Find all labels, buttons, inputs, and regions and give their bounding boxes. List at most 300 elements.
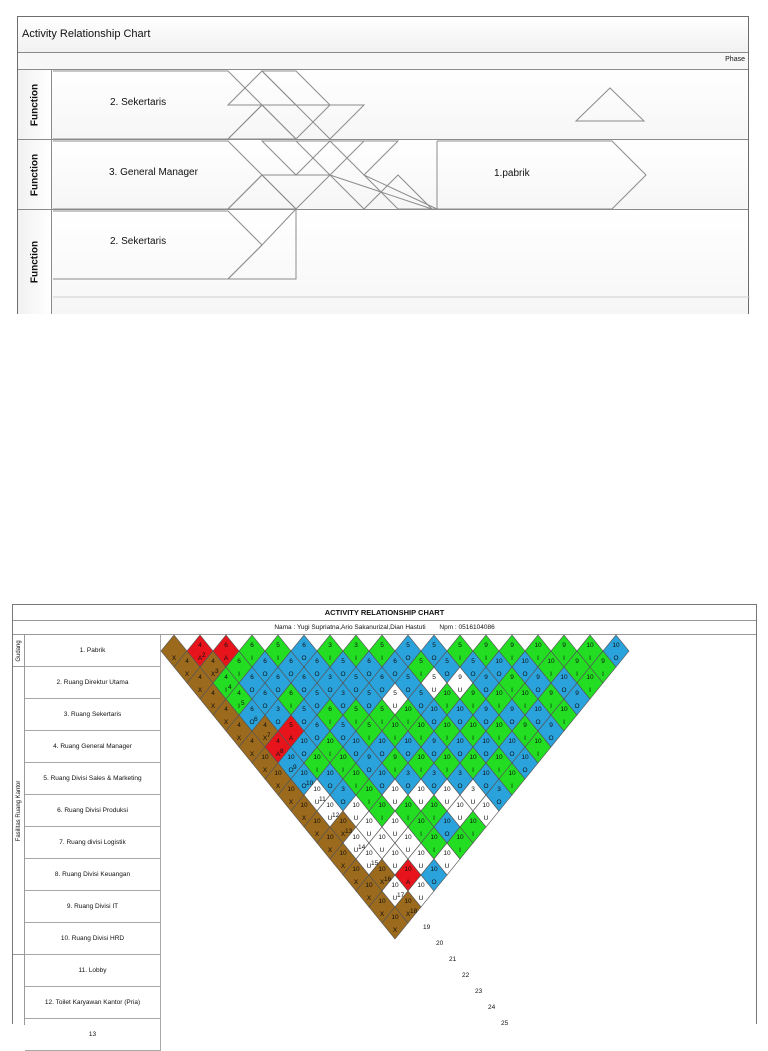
closeness-code: I [433, 815, 435, 822]
closeness-reason: 6 [263, 690, 267, 697]
closeness-code: O [548, 735, 554, 742]
closeness-reason: 4 [237, 722, 241, 729]
closeness-code: O [340, 799, 346, 806]
department-number: 3 [215, 668, 219, 675]
closeness-code: U [314, 799, 320, 806]
closeness-code: I [407, 719, 409, 726]
closeness-code: I [602, 671, 604, 678]
closeness-reason: 10 [326, 834, 334, 841]
closeness-code: X [262, 735, 268, 742]
closeness-reason: 9 [562, 642, 566, 649]
closeness-reason: 10 [365, 818, 373, 825]
closeness-reason: 10 [495, 754, 503, 761]
closeness-reason: 10 [443, 690, 451, 697]
closeness-code: O [327, 783, 333, 790]
closeness-code: I [355, 783, 357, 790]
closeness-reason: 3 [432, 770, 436, 777]
closeness-code: X [197, 687, 203, 694]
closeness-reason: 10 [456, 802, 464, 809]
closeness-reason: 5 [406, 642, 410, 649]
closeness-reason: 10 [417, 786, 425, 793]
closeness-code: I [420, 767, 422, 774]
department-label: 9. Ruang Divisi IT [66, 903, 119, 910]
closeness-code: X [405, 911, 411, 918]
closeness-code: U [392, 831, 398, 838]
closeness-code: X [340, 831, 346, 838]
closeness-code: O [483, 783, 489, 790]
closeness-reason: 10 [352, 866, 360, 873]
closeness-reason: 9 [393, 754, 397, 761]
closeness-reason: 5 [445, 658, 449, 665]
closeness-code: X [353, 879, 359, 886]
closeness-reason: 5 [315, 690, 319, 697]
closeness-reason: 4 [198, 674, 202, 681]
closeness-code: I [589, 655, 591, 662]
closeness-reason: 10 [469, 754, 477, 761]
closeness-code: I [446, 735, 448, 742]
closeness-reason: 5 [432, 674, 436, 681]
closeness-code: I [420, 735, 422, 742]
closeness-reason: 10 [300, 770, 308, 777]
closeness-code: I [394, 767, 396, 774]
closeness-code: O [483, 687, 489, 694]
closeness-reason: 9 [510, 642, 514, 649]
closeness-reason: 3 [341, 690, 345, 697]
closeness-reason: 6 [380, 674, 384, 681]
closeness-reason: 5 [367, 722, 371, 729]
closeness-reason: 10 [482, 802, 490, 809]
closeness-code: O [314, 735, 320, 742]
closeness-reason: 10 [391, 786, 399, 793]
closeness-reason: 4 [250, 738, 254, 745]
closeness-code: I [498, 735, 500, 742]
department-number: 21 [449, 956, 457, 963]
department-number: 17 [397, 892, 405, 899]
closeness-reason: 5 [341, 722, 345, 729]
closeness-reason: 10 [521, 658, 529, 665]
arc-title: ACTIVITY RELATIONSHIP CHART [13, 605, 756, 621]
closeness-code: O [301, 687, 307, 694]
closeness-code: I [589, 687, 591, 694]
closeness-code: I [550, 703, 552, 710]
closeness-code: U [327, 815, 333, 822]
closeness-code: U [418, 895, 424, 902]
closeness-reason: 9 [367, 754, 371, 761]
closeness-code: O [431, 783, 437, 790]
closeness-code: O [431, 751, 437, 758]
closeness-reason: 10 [547, 658, 555, 665]
closeness-reason: 6 [367, 658, 371, 665]
closeness-code: O [379, 751, 385, 758]
closeness-reason: 5 [289, 722, 293, 729]
closeness-code: I [446, 767, 448, 774]
closeness-reason: 4 [211, 690, 215, 697]
closeness-code: U [444, 799, 450, 806]
closeness-code: O [366, 703, 372, 710]
arc-names: Nama : Yugi Supriatna,Ario Sakanurizal,Dian Hastuti [274, 624, 426, 631]
closeness-code: O [262, 703, 268, 710]
closeness-reason: 10 [443, 850, 451, 857]
closeness-reason: 5 [380, 706, 384, 713]
closeness-reason: 10 [391, 882, 399, 889]
closeness-reason: 5 [419, 658, 423, 665]
closeness-reason: 10 [391, 722, 399, 729]
closeness-reason: 10 [300, 738, 308, 745]
closeness-reason: 9 [549, 722, 553, 729]
closeness-code: A [197, 655, 203, 662]
swimlane-header [18, 17, 748, 53]
closeness-reason: 5 [471, 658, 475, 665]
department-label: 5. Ruang Divisi Sales & Marketing [43, 775, 142, 782]
category-gudang: Gudang [13, 635, 25, 667]
closeness-code: I [498, 703, 500, 710]
closeness-code: O [366, 767, 372, 774]
closeness-code: O [561, 687, 567, 694]
closeness-reason: 9 [601, 658, 605, 665]
activity-relationship-chart [12, 604, 757, 1038]
closeness-reason: 4 [263, 722, 267, 729]
closeness-code: I [277, 655, 279, 662]
closeness-code: I [251, 655, 253, 662]
closeness-code: X [236, 735, 242, 742]
closeness-reason: 3 [354, 642, 358, 649]
closeness-code: O [379, 783, 385, 790]
closeness-code: A [275, 751, 281, 758]
closeness-code: O [392, 671, 398, 678]
closeness-reason: 10 [352, 770, 360, 777]
closeness-code: O [301, 655, 307, 662]
closeness-code: I [511, 783, 513, 790]
closeness-code: O [483, 751, 489, 758]
closeness-code: I [290, 703, 292, 710]
department-label: 7. Ruang divisi Logistik [59, 839, 126, 846]
closeness-reason: 10 [430, 706, 438, 713]
department-number: 6 [254, 716, 258, 723]
closeness-code: O [418, 703, 424, 710]
closeness-code: I [381, 655, 383, 662]
closeness-reason: 10 [586, 674, 594, 681]
closeness-reason: 10 [456, 834, 464, 841]
department-number: 2 [202, 652, 206, 659]
closeness-code: O [301, 783, 307, 790]
closeness-code: O [535, 687, 541, 694]
closeness-reason: 6 [302, 642, 306, 649]
closeness-reason: 5 [341, 658, 345, 665]
department-number: 9 [293, 764, 297, 771]
department-label: 12. Toilet Karyawan Kantor (Pria) [44, 999, 141, 1006]
closeness-code: U [392, 895, 398, 902]
closeness-code: O [301, 751, 307, 758]
closeness-code: X [210, 703, 216, 710]
closeness-reason: 10 [430, 866, 438, 873]
swimlane-diagram [17, 16, 749, 314]
closeness-reason: 3 [328, 642, 332, 649]
closeness-code: O [249, 719, 255, 726]
closeness-reason: 6 [289, 658, 293, 665]
closeness-code: I [537, 655, 539, 662]
department-number: 22 [462, 972, 470, 979]
closeness-reason: 10 [300, 802, 308, 809]
closeness-code: I [459, 847, 461, 854]
closeness-code: O [249, 687, 255, 694]
swimlane-title: Activity Relationship Chart [22, 28, 151, 40]
department-label: 10. Ruang Divisi HRD [60, 935, 125, 942]
closeness-reason: 10 [313, 818, 321, 825]
closeness-code: X [379, 911, 385, 918]
closeness-reason: 10 [378, 802, 386, 809]
closeness-reason: 5 [276, 642, 280, 649]
department-label: 8. Ruang Divisi Keuangan [54, 871, 131, 878]
closeness-reason: 6 [289, 690, 293, 697]
closeness-code: X [262, 767, 268, 774]
closeness-reason: 4 [276, 738, 280, 745]
closeness-code: O [379, 687, 385, 694]
closeness-code: O [457, 751, 463, 758]
closeness-code: O [483, 719, 489, 726]
closeness-reason: 10 [326, 770, 334, 777]
closeness-code: I [238, 703, 240, 710]
closeness-code: X [275, 783, 281, 790]
closeness-code: U [392, 863, 398, 870]
closeness-reason: 5 [367, 690, 371, 697]
closeness-code: I [485, 655, 487, 662]
closeness-reason: 5 [393, 690, 397, 697]
closeness-reason: 3 [276, 706, 280, 713]
closeness-code: U [457, 815, 463, 822]
closeness-code: X [184, 671, 190, 678]
closeness-reason: 10 [456, 738, 464, 745]
closeness-reason: 10 [469, 722, 477, 729]
department-number: 16 [384, 876, 392, 883]
closeness-code: I [420, 831, 422, 838]
closeness-code: I [329, 655, 331, 662]
lane-label: Function [18, 70, 52, 139]
closeness-reason: 10 [443, 754, 451, 761]
department-number: 4 [228, 684, 232, 691]
step-sekertaris-2: 2. Sekertaris [110, 236, 167, 247]
closeness-code: A [223, 655, 229, 662]
closeness-reason: 6 [250, 674, 254, 681]
closeness-reason: 6 [393, 658, 397, 665]
closeness-reason: 10 [339, 754, 347, 761]
closeness-reason: 10 [560, 674, 568, 681]
closeness-reason: 10 [313, 754, 321, 761]
closeness-code: U [379, 847, 385, 854]
closeness-reason: 10 [404, 738, 412, 745]
closeness-code: O [353, 687, 359, 694]
closeness-reason: 10 [482, 770, 490, 777]
closeness-reason: 10 [313, 786, 321, 793]
closeness-reason: 6 [250, 706, 254, 713]
closeness-reason: 9 [471, 690, 475, 697]
closeness-reason: 9 [484, 674, 488, 681]
closeness-reason: 4 [237, 690, 241, 697]
closeness-reason: 10 [560, 706, 568, 713]
closeness-reason: 10 [378, 738, 386, 745]
closeness-reason: 6 [237, 658, 241, 665]
closeness-code: X [340, 863, 346, 870]
department-label: 11. Lobby [78, 967, 107, 974]
closeness-code: X [249, 751, 255, 758]
closeness-reason: 9 [575, 690, 579, 697]
closeness-code: U [366, 863, 372, 870]
closeness-reason: 10 [534, 738, 542, 745]
closeness-code: O [340, 703, 346, 710]
closeness-code: I [472, 703, 474, 710]
closeness-code: O [574, 703, 580, 710]
closeness-reason: 10 [521, 690, 529, 697]
closeness-reason: 9 [549, 690, 553, 697]
closeness-code: U [353, 847, 359, 854]
closeness-reason: 5 [419, 690, 423, 697]
closeness-reason: 10 [521, 754, 529, 761]
closeness-code: O [457, 719, 463, 726]
department-number: 11 [319, 796, 326, 803]
closeness-code: I [472, 767, 474, 774]
closeness-code: O [327, 687, 333, 694]
closeness-code: O [405, 751, 411, 758]
department-number: 15 [371, 860, 379, 867]
closeness-reason: 10 [508, 738, 516, 745]
closeness-code: O [457, 783, 463, 790]
closeness-reason: 5 [432, 642, 436, 649]
closeness-reason: 10 [404, 706, 412, 713]
closeness-code: X [314, 831, 320, 838]
closeness-code: X [288, 799, 294, 806]
closeness-reason: 10 [352, 834, 360, 841]
closeness-reason: 10 [339, 850, 347, 857]
closeness-reason: 10 [261, 754, 269, 761]
closeness-code: I [472, 831, 474, 838]
step-pabrik: 1.pabrik [494, 168, 530, 179]
closeness-code: I [225, 687, 227, 694]
closeness-reason: 10 [469, 818, 477, 825]
closeness-code: O [509, 719, 515, 726]
closeness-reason: 10 [417, 882, 425, 889]
closeness-code: U [353, 815, 359, 822]
closeness-code: X [301, 815, 307, 822]
closeness-code: O [353, 751, 359, 758]
closeness-code: I [368, 799, 370, 806]
closeness-code: I [524, 703, 526, 710]
closeness-code: X [392, 927, 398, 934]
closeness-reason: 10 [417, 722, 425, 729]
department-number: 19 [423, 924, 431, 931]
closeness-code: I [407, 815, 409, 822]
closeness-reason: 10 [391, 850, 399, 857]
closeness-code: O [301, 719, 307, 726]
closeness-reason: 6 [276, 674, 280, 681]
closeness-reason: 5 [302, 706, 306, 713]
closeness-code: O [522, 671, 528, 678]
closeness-reason: 10 [404, 898, 412, 905]
closeness-reason: 6 [224, 642, 228, 649]
closeness-code: X [210, 671, 216, 678]
closeness-code: I [368, 735, 370, 742]
closeness-reason: 9 [510, 706, 514, 713]
closeness-code: O [405, 655, 411, 662]
closeness-reason: 10 [482, 738, 490, 745]
closeness-reason: 10 [508, 770, 516, 777]
closeness-code: I [472, 735, 474, 742]
closeness-code: O [431, 879, 437, 886]
department-number: 5 [241, 700, 245, 707]
closeness-reason: 9 [432, 738, 436, 745]
category-fasilitas-ruang-kantor: Fasilitas Ruang Kantor [13, 667, 25, 955]
department-number: 18 [410, 908, 418, 915]
closeness-code: X [366, 895, 372, 902]
closeness-code: I [394, 735, 396, 742]
step-sekertaris-1: 2. Sekertaris [110, 97, 167, 108]
closeness-reason: 10 [456, 706, 464, 713]
closeness-code: O [366, 671, 372, 678]
closeness-reason: 10 [586, 642, 594, 649]
closeness-reason: 4 [211, 658, 215, 665]
closeness-code: O [275, 719, 281, 726]
closeness-reason: 4 [198, 642, 202, 649]
closeness-code: O [262, 671, 268, 678]
closeness-code: O [444, 671, 450, 678]
closeness-code: O [496, 799, 502, 806]
closeness-code: I [420, 671, 422, 678]
closeness-code: O [314, 671, 320, 678]
closeness-code: U [392, 703, 398, 710]
closeness-reason: 6 [302, 674, 306, 681]
closeness-code: O [340, 735, 346, 742]
closeness-code: O [509, 751, 515, 758]
closeness-code: I [446, 703, 448, 710]
closeness-code: X [327, 847, 333, 854]
department-number: 14 [358, 844, 366, 851]
closeness-reason: 9 [484, 706, 488, 713]
closeness-reason: 10 [378, 866, 386, 873]
closeness-code: I [511, 655, 513, 662]
closeness-code: X [223, 719, 229, 726]
closeness-reason: 10 [378, 770, 386, 777]
closeness-reason: 6 [250, 642, 254, 649]
closeness-reason: 10 [443, 786, 451, 793]
closeness-reason: 10 [352, 738, 360, 745]
closeness-code: I [511, 687, 513, 694]
closeness-reason: 5 [406, 674, 410, 681]
closeness-reason: 10 [365, 882, 373, 889]
closeness-reason: 3 [341, 786, 345, 793]
closeness-reason: 10 [274, 770, 282, 777]
closeness-code: O [613, 655, 619, 662]
closeness-reason: 6 [263, 658, 267, 665]
closeness-code: X [171, 655, 177, 662]
closeness-reason: 3 [471, 786, 475, 793]
closeness-reason: 10 [443, 722, 451, 729]
closeness-reason: 9 [458, 674, 462, 681]
closeness-code: O [275, 687, 281, 694]
closeness-reason: 5 [458, 642, 462, 649]
closeness-reason: 10 [391, 818, 399, 825]
phase-label: Phase [725, 56, 745, 63]
closeness-code: I [355, 719, 357, 726]
closeness-code: O [470, 671, 476, 678]
closeness-code: I [563, 719, 565, 726]
closeness-code: O [405, 687, 411, 694]
closeness-reason: 10 [534, 642, 542, 649]
closeness-reason: 3 [328, 674, 332, 681]
closeness-reason: 10 [417, 754, 425, 761]
phase-bar [18, 53, 748, 70]
closeness-code: O [288, 671, 294, 678]
closeness-reason: 10 [339, 818, 347, 825]
closeness-code: O [522, 767, 528, 774]
closeness-reason: 5 [380, 642, 384, 649]
